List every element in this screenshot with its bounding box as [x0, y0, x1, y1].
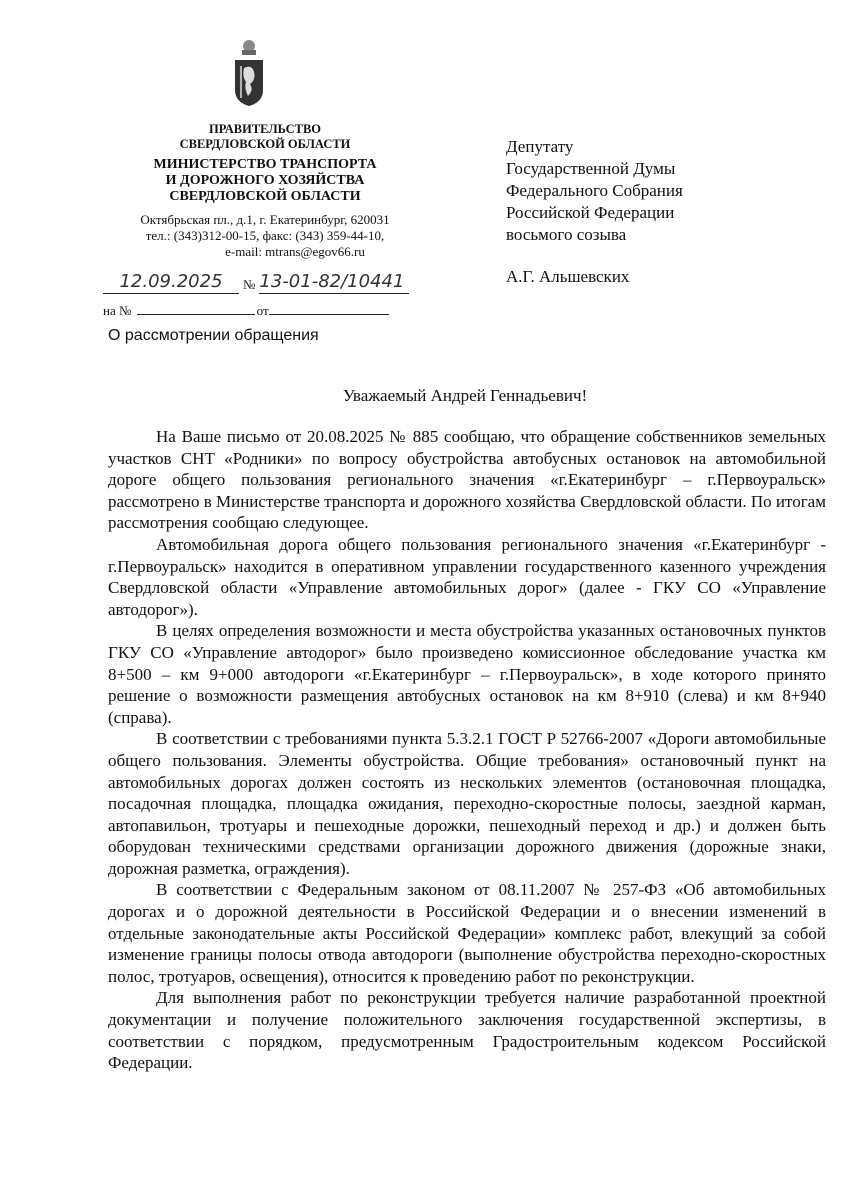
- letter-body: [108, 426, 826, 1074]
- addressee-block: [506, 136, 683, 288]
- body-paragraph: В целях определения возможности и места обустройства указанных остановочных пунктов ГКУ СО «Управление автодорог» было произведено комиссионное обследование участка км 8+500 – км 9+000 автодороги «г.Екатеринбург – г.Первоуральск», в ходе которого принято решение о возможности размещения автобусных остановок на км 8+910 (слева) и км 8+940 (справа).: [108, 621, 826, 727]
- reply-date-blank: [269, 302, 389, 315]
- addressee-line: восьмого созыва: [506, 225, 627, 244]
- from-label: от: [256, 303, 269, 318]
- email: e-mail: mtrans@egov66.ru: [225, 244, 365, 259]
- address: Октябрьская пл., д.1, г. Екатеринбург, 620031: [140, 212, 390, 227]
- body-paragraph: Для выполнения работ по реконструкции требуется наличие разработанной проектной документации и получение положительного заключения государственной экспертизы, в соответствии с порядком, предусмотренным Градостроительным кодексом Российской Федерации.: [108, 988, 826, 1073]
- coat-of-arms-emblem: [232, 38, 266, 110]
- outgoing-number: 13-01-82/10441: [259, 271, 409, 294]
- addressee-line: Депутату: [506, 137, 574, 156]
- reply-to-label: на №: [103, 303, 132, 318]
- body-paragraph: Автомобильная дорога общего пользования регионального значения «г.Екатеринбург - г.Первоуральск» находится в оперативном управлении государственного казенного учреждения Свердловской области «Управление автомобильных дорог» (далее - ГКУ СО «Управление автодорог»).: [108, 534, 826, 619]
- addressee-line: Федерального Собрания: [506, 181, 683, 200]
- registration-line: [103, 270, 440, 294]
- ministry-line: СВЕРДЛОВСКОЙ ОБЛАСТИ: [169, 189, 361, 204]
- body-paragraph: На Ваше письмо от 20.08.2025 № 885 сообщаю, что обращение собственников земельных участков СНТ «Родники» по вопросу обустройства автобусных остановок на автомобильной дороге общего пользования регионального значения «г.Екатеринбург – г.Первоуральск» рассмотрено в Министерстве транспорта и дорожного хозяйства Свердловской области. По итогам рассмотрения сообщаю следующее.: [108, 427, 826, 533]
- ministry-line: И ДОРОЖНОГО ХОЗЯЙСТВА: [165, 173, 365, 188]
- government-name: [100, 122, 430, 152]
- ministry-contacts: [100, 212, 430, 260]
- addressee-line: Российской Федерации: [506, 203, 675, 222]
- body-paragraph: В соответствии с требованиями пункта 5.3.2.1 ГОСТ Р 52766-2007 «Дороги автомобильные общего пользования. Элементы обустройства. Общие требования» остановочный пункт на автомобильных дорогах должен состоять из нескольких элементов (остановочная площадка, посадочная площадка, площадка ожидания, переходно-скоростные полосы, заездной карман, автопавильон, тротуары и пешеходные дорожки, пешеходный переход и др.) и должен быть оборудован техническими средствами организации дорожного движения (дорожные знаки, дорожная разметка, ограждения).: [108, 729, 826, 878]
- government-line: ПРАВИТЕЛЬСТВО: [208, 122, 322, 136]
- ministry-line: МИНИСТЕРСТВО ТРАНСПОРТА: [153, 157, 377, 172]
- number-label: №: [243, 277, 256, 292]
- addressee-line: Государственной Думы: [506, 159, 676, 178]
- phone: тел.: (343)312-00-15, факс: (343) 359-44-10,: [145, 228, 385, 243]
- outgoing-date: 12.09.2025: [103, 271, 239, 294]
- body-paragraph: В соответствии с Федеральным законом от 08.11.2007 № 257-ФЗ «Об автомобильных дорогах и о дорожной деятельности в Российской Федерации и о внесении изменений в отдельные законодательные акты Российской Федерации» комплекс работ, влекущий за собой изменение границы полосы отвода автодороги (выполнение обустройства переходно-скоростных полос, тротуаров, освещения), относится к проведению работ по реконструкции.: [108, 880, 826, 986]
- reply-to-line: [103, 302, 440, 318]
- letterhead: [100, 122, 440, 345]
- reply-number-blank: [137, 302, 255, 315]
- addressee-name: А.Г. Альшевских: [506, 267, 630, 286]
- government-line: СВЕРДЛОВСКОЙ ОБЛАСТИ: [179, 137, 351, 151]
- ministry-name: [100, 157, 430, 205]
- greeting: Уважаемый Андрей Геннадьевич!: [342, 386, 588, 405]
- letter-subject: О рассмотрении обращения: [108, 327, 319, 344]
